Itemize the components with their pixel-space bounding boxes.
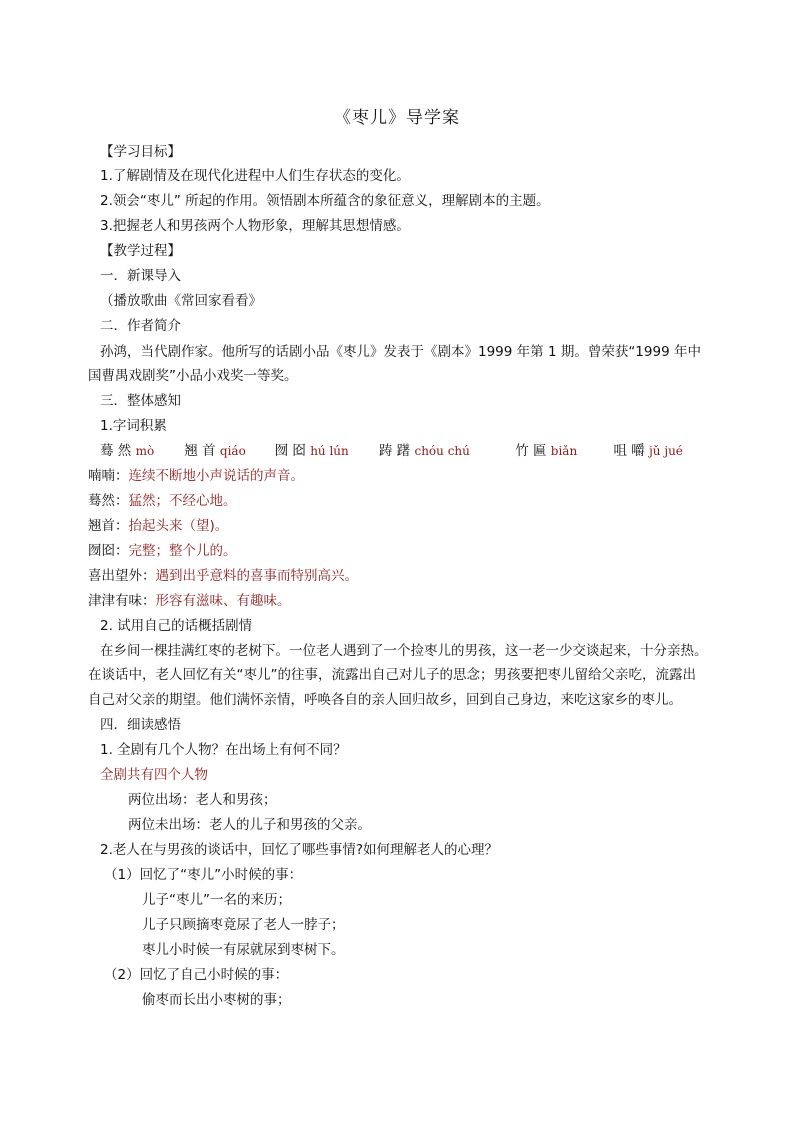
plot-summary-line: 自己对父亲的期望。他们满怀亲情，呼唤各自的亲人回归故乡，回到自己身边，来吃这家乡的枣儿。 xyxy=(88,692,682,708)
vocab-subheading: 1.字词积累 xyxy=(100,418,167,434)
vocab-item: 翘 首 qiáo xyxy=(184,443,246,459)
page-title: 《枣儿》导学案 xyxy=(334,108,460,128)
part2-heading: 二．作者简介 xyxy=(100,318,181,334)
plot-subheading: 2. 试用自己的话概括剧情 xyxy=(100,618,253,634)
answer-item: 儿子“枣儿”一名的来历； xyxy=(142,892,291,908)
part1-text: （播放歌曲《常回家看看》 xyxy=(100,293,262,309)
plot-summary-line: 在乡间一棵挂满红枣的老树下。一位老人遇到了一个捡枣儿的男孩，这一老一少交谈起来，十分亲热。 xyxy=(100,643,708,659)
definition-row: 蓦然：猛然；不经心地。 xyxy=(88,493,237,509)
part3-heading: 三．整体感知 xyxy=(100,393,181,409)
answer-item: 儿子只顾摘枣竟尿了老人一脖子； xyxy=(142,917,345,933)
answer-line: 两位出场：老人和男孩； xyxy=(128,792,277,808)
answer-subheading: （2）回忆了自己小时候的事： xyxy=(104,967,289,983)
definition-row: 津津有味：形容有滋味、有趣味。 xyxy=(88,593,291,609)
author-intro-line: 国曹禺戏剧奖”小品小戏奖一等奖。 xyxy=(88,368,298,384)
plot-summary-line: 在谈话中，老人回忆有关“枣儿”的往事，流露出自己对儿子的思念；男孩要把枣儿留给父亲吃，流露出 xyxy=(88,667,696,683)
vocab-item: 囫 囵 hú lún xyxy=(274,443,349,459)
definition-row: 翘首：抬起头来（望)。 xyxy=(88,518,229,534)
question: 1. 全剧有几个人物？在出场上有何不同？ xyxy=(100,742,347,758)
answer-item: 枣儿小时候一有尿就尿到枣树下。 xyxy=(142,942,345,958)
vocab-item: 踌 躇 chóu chú xyxy=(378,443,470,459)
answer-line: 两位未出场：老人的儿子和男孩的父亲。 xyxy=(128,817,371,833)
definition-row: 囫囵：完整；整个儿的。 xyxy=(88,543,237,559)
vocab-item: 咀 嚼 jǔ jué xyxy=(613,443,683,459)
goal-item: 2.领会“枣儿” 所起的作用。领悟剧本所蕴含的象征意义，理解剧本的主题。 xyxy=(100,193,550,209)
part4-heading: 四．细读感悟 xyxy=(100,717,181,733)
goal-item: 3.把握老人和男孩两个人物形象，理解其思想情感。 xyxy=(100,218,410,234)
vocab-item: 蓦 然 mò xyxy=(100,443,155,459)
section-goals-heading: 【学习目标】 xyxy=(100,144,181,160)
vocab-row xyxy=(100,441,713,461)
answer-subheading: （1）回忆了“枣儿”小时候的事： xyxy=(104,867,303,883)
definition-row: 喃喃：连续不断地小声说话的声音。 xyxy=(88,468,304,484)
answer-line: 全剧共有四个人物 xyxy=(100,767,208,783)
goal-item: 1.了解剧情及在现代化进程中人们生存状态的变化。 xyxy=(100,168,410,184)
part1-heading: 一．新课导入 xyxy=(100,268,181,284)
section-process-heading: 【教学过程】 xyxy=(100,243,181,259)
question: 2.老人在与男孩的谈话中，回忆了哪些事情?如何理解老人的心理？ xyxy=(100,842,499,858)
answer-item: 偷枣而长出小枣树的事； xyxy=(142,992,291,1008)
vocab-item: 竹 匾 biǎn xyxy=(515,443,578,459)
definition-row: 喜出望外：遇到出乎意料的喜事而特别高兴。 xyxy=(88,568,358,584)
author-intro-line: 孙鸿，当代剧作家。他所写的话剧小品《枣儿》发表于《剧本》1999 年第 1 期。曾荣获“1999 年中 xyxy=(100,344,701,360)
